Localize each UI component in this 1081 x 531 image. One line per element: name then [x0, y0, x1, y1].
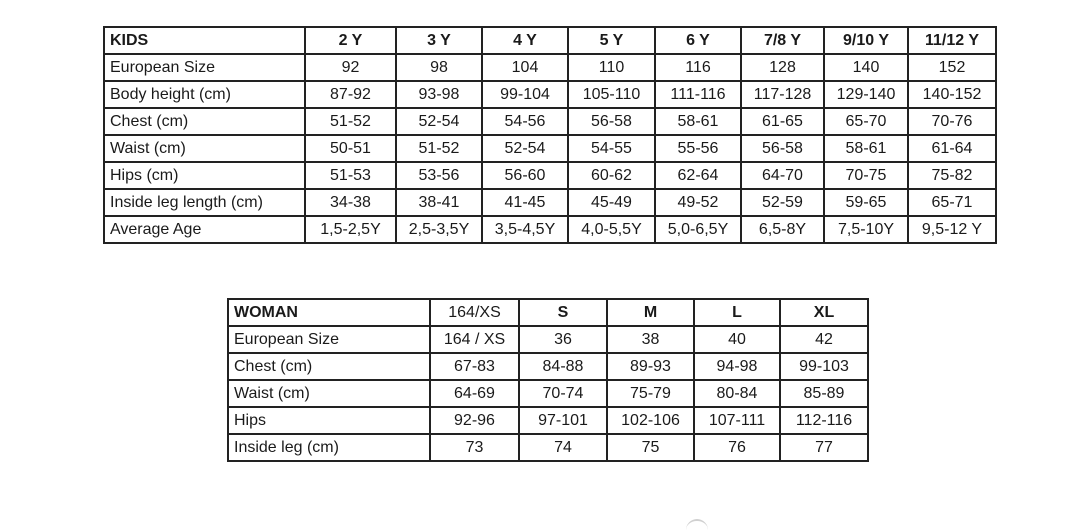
kids-col-header: 9/10 Y [824, 27, 908, 54]
table-row [104, 135, 996, 162]
kids-col-header: 4 Y [482, 27, 568, 54]
table-cell: 105-110 [568, 81, 655, 108]
table-cell: 116 [655, 54, 741, 81]
table-cell: 34-38 [305, 189, 396, 216]
table-cell: 55-56 [655, 135, 741, 162]
table-cell: 56-58 [741, 135, 824, 162]
table-cell: 84-88 [519, 353, 607, 380]
woman-col-header: L [694, 299, 780, 326]
row-label: Inside leg (cm) [228, 434, 430, 461]
table-cell: 61-65 [741, 108, 824, 135]
table-cell: 92-96 [430, 407, 519, 434]
table-cell: 99-104 [482, 81, 568, 108]
table-row [104, 216, 996, 243]
table-cell: 52-54 [482, 135, 568, 162]
table-cell: 67-83 [430, 353, 519, 380]
row-label: Waist (cm) [104, 135, 305, 162]
table-row [228, 380, 868, 407]
table-cell: 140-152 [908, 81, 996, 108]
table-cell: 75-82 [908, 162, 996, 189]
table-cell: 87-92 [305, 81, 396, 108]
kids-size-table [103, 26, 997, 244]
table-cell: 117-128 [741, 81, 824, 108]
table-cell: 99-103 [780, 353, 868, 380]
woman-header-row [228, 299, 868, 326]
table-cell: 62-64 [655, 162, 741, 189]
row-label: Chest (cm) [228, 353, 430, 380]
kids-col-header: 3 Y [396, 27, 482, 54]
row-label: Body height (cm) [104, 81, 305, 108]
table-cell: 110 [568, 54, 655, 81]
table-row [104, 81, 996, 108]
table-cell: 2,5-3,5Y [396, 216, 482, 243]
table-cell: 4,0-5,5Y [568, 216, 655, 243]
table-cell: 97-101 [519, 407, 607, 434]
kids-col-header: 5 Y [568, 27, 655, 54]
table-cell: 76 [694, 434, 780, 461]
kids-header-row [104, 27, 996, 54]
table-row [228, 326, 868, 353]
kids-col-header: 6 Y [655, 27, 741, 54]
table-cell: 56-58 [568, 108, 655, 135]
table-cell: 70-75 [824, 162, 908, 189]
table-cell: 94-98 [694, 353, 780, 380]
table-cell: 40 [694, 326, 780, 353]
table-cell: 64-70 [741, 162, 824, 189]
decorative-arc [686, 519, 708, 531]
table-row [104, 108, 996, 135]
table-cell: 7,5-10Y [824, 216, 908, 243]
table-cell: 41-45 [482, 189, 568, 216]
table-cell: 56-60 [482, 162, 568, 189]
table-cell: 61-64 [908, 135, 996, 162]
table-row [228, 434, 868, 461]
table-cell: 51-52 [305, 108, 396, 135]
table-cell: 52-54 [396, 108, 482, 135]
table-cell: 54-55 [568, 135, 655, 162]
table-cell: 74 [519, 434, 607, 461]
table-cell: 42 [780, 326, 868, 353]
table-cell: 9,5-12 Y [908, 216, 996, 243]
table-cell: 53-56 [396, 162, 482, 189]
kids-col-header: 7/8 Y [741, 27, 824, 54]
table-cell: 129-140 [824, 81, 908, 108]
table-cell: 98 [396, 54, 482, 81]
table-cell: 51-52 [396, 135, 482, 162]
row-label: Inside leg length (cm) [104, 189, 305, 216]
kids-table-title: KIDS [104, 27, 305, 54]
table-cell: 75 [607, 434, 694, 461]
table-cell: 70-74 [519, 380, 607, 407]
row-label: Chest (cm) [104, 108, 305, 135]
table-row [228, 407, 868, 434]
row-label: Hips [228, 407, 430, 434]
table-cell: 128 [741, 54, 824, 81]
woman-table-title: WOMAN [228, 299, 430, 326]
table-cell: 49-52 [655, 189, 741, 216]
table-cell: 51-53 [305, 162, 396, 189]
table-row [104, 189, 996, 216]
table-row [104, 162, 996, 189]
table-cell: 59-65 [824, 189, 908, 216]
table-cell: 140 [824, 54, 908, 81]
table-cell: 93-98 [396, 81, 482, 108]
row-label: Average Age [104, 216, 305, 243]
table-row [104, 54, 996, 81]
table-cell: 58-61 [824, 135, 908, 162]
table-cell: 65-70 [824, 108, 908, 135]
table-cell: 75-79 [607, 380, 694, 407]
row-label: Hips (cm) [104, 162, 305, 189]
row-label: Waist (cm) [228, 380, 430, 407]
table-cell: 64-69 [430, 380, 519, 407]
table-cell: 58-61 [655, 108, 741, 135]
woman-col-header: M [607, 299, 694, 326]
table-cell: 38-41 [396, 189, 482, 216]
table-cell: 60-62 [568, 162, 655, 189]
table-cell: 54-56 [482, 108, 568, 135]
table-cell: 50-51 [305, 135, 396, 162]
table-cell: 89-93 [607, 353, 694, 380]
kids-col-header: 11/12 Y [908, 27, 996, 54]
table-cell: 3,5-4,5Y [482, 216, 568, 243]
table-cell: 112-116 [780, 407, 868, 434]
woman-col-header: S [519, 299, 607, 326]
table-cell: 104 [482, 54, 568, 81]
table-cell: 38 [607, 326, 694, 353]
row-label: European Size [228, 326, 430, 353]
table-cell: 85-89 [780, 380, 868, 407]
table-cell: 70-76 [908, 108, 996, 135]
table-cell: 1,5-2,5Y [305, 216, 396, 243]
table-row [228, 353, 868, 380]
table-cell: 152 [908, 54, 996, 81]
row-label: European Size [104, 54, 305, 81]
table-cell: 5,0-6,5Y [655, 216, 741, 243]
table-cell: 36 [519, 326, 607, 353]
table-cell: 80-84 [694, 380, 780, 407]
table-cell: 107-111 [694, 407, 780, 434]
table-cell: 77 [780, 434, 868, 461]
table-cell: 45-49 [568, 189, 655, 216]
table-cell: 92 [305, 54, 396, 81]
woman-col-header: XL [780, 299, 868, 326]
table-cell: 65-71 [908, 189, 996, 216]
table-cell: 52-59 [741, 189, 824, 216]
table-cell: 73 [430, 434, 519, 461]
table-cell: 164 / XS [430, 326, 519, 353]
kids-col-header: 2 Y [305, 27, 396, 54]
table-cell: 6,5-8Y [741, 216, 824, 243]
table-cell: 102-106 [607, 407, 694, 434]
woman-size-table [227, 298, 869, 462]
table-cell: 111-116 [655, 81, 741, 108]
woman-col-header: 164/XS [430, 299, 519, 326]
